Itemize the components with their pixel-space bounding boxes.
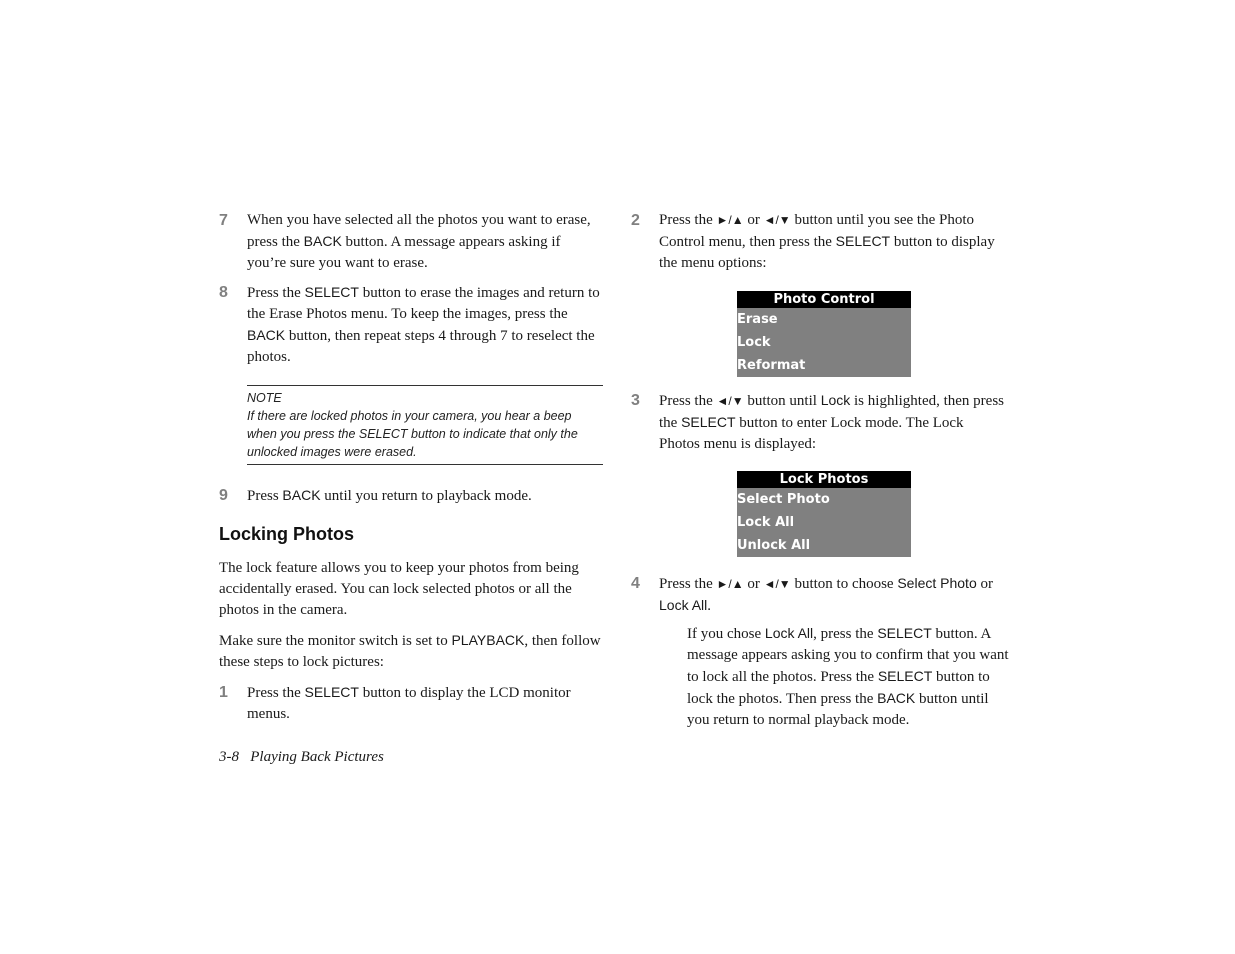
page-footer: 3-8 Playing Back Pictures (219, 749, 384, 765)
menu-item-lock-all: Lock All (737, 515, 795, 530)
button-name: SELECT (681, 414, 736, 430)
menu-item-select-photo: Select Photo (737, 492, 830, 507)
intro-paragraph: The lock feature allows you to keep your photos from being accidentally erased. You can lock selected photos or all the photos in the camera. (219, 560, 579, 618)
button-name: BACK (877, 690, 916, 706)
step-number: 4 (631, 575, 640, 592)
step-number: 8 (219, 284, 228, 301)
button-name: SELECT (877, 625, 932, 641)
step-number: 9 (219, 487, 228, 504)
step-text: Press the SELECT button to erase the images and return to the Erase Photos menu. To keep the images, press the BACK button, then repeat steps 4 through 7 to reselect the photos. (247, 284, 600, 365)
step-text: Press the ◄/▼ button until Lock is highlighted, then press the SELECT button to enter Lock mode. The Lock Photos menu is displayed: (659, 392, 1005, 452)
button-name: SELECT (304, 684, 359, 700)
left-down-arrow-icon: ◄/▼ (716, 394, 744, 408)
note-box (247, 385, 603, 465)
menu-title: Photo Control (737, 291, 911, 308)
left-down-arrow-icon: ◄/▼ (763, 213, 791, 227)
switch-setting: PLAYBACK (451, 632, 525, 648)
note-text: If there are locked photos in your camera, you hear a beep when you press the SELECT button to indicate that only the unlocked images were erased. (247, 409, 578, 459)
step-text: Press the ►/▲ or ◄/▼ button to choose Select Photo or Lock All. (659, 575, 993, 614)
lock-all-paragraph: If you chose Lock All, press the SELECT button. A message appears asking you to confirm that you want to lock all the photos. Press the SELECT button to lock the photos. Then press the BACK button until you return to normal playback mode. (687, 625, 1009, 728)
section-heading: Locking Photos (219, 524, 354, 544)
menu-option-name: Lock All (659, 597, 708, 613)
button-name: BACK (303, 233, 342, 249)
menu-title: Lock Photos (737, 471, 911, 488)
lock-photos-menu (737, 471, 911, 557)
photo-control-menu (737, 291, 911, 377)
step-number: 2 (631, 212, 640, 229)
menu-item-erase: Erase (737, 312, 778, 327)
button-name: SELECT (835, 233, 891, 249)
button-name: SELECT (304, 284, 359, 300)
button-name: BACK (247, 327, 286, 343)
step-text: Press BACK until you return to playback mode. (247, 487, 532, 504)
menu-option-name: Lock (820, 392, 851, 408)
setup-paragraph: Make sure the monitor switch is set to PLAYBACK, then follow these steps to lock pictures: (219, 632, 601, 670)
button-name: BACK (282, 487, 321, 503)
step-number: 1 (219, 684, 228, 701)
step-number: 3 (631, 392, 640, 409)
step-text: Press the SELECT button to display the LCD monitor menus. (247, 684, 571, 722)
menu-item-lock: Lock (737, 335, 771, 350)
step-text: When you have selected all the photos you want to erase, press the BACK button. A message appears asking if you’re sure you want to erase. (247, 212, 591, 271)
menu-option-name: Lock All (764, 625, 814, 641)
right-up-arrow-icon: ►/▲ (716, 577, 744, 591)
button-name: SELECT (877, 668, 933, 684)
menu-item-unlock-all: Unlock All (737, 538, 811, 553)
right-up-arrow-icon: ►/▲ (716, 213, 744, 227)
menu-item-reformat: Reformat (737, 358, 806, 373)
note-label: NOTE (247, 391, 282, 405)
left-down-arrow-icon: ◄/▼ (763, 577, 791, 591)
step-text: Press the ►/▲ or ◄/▼ button until you see the Photo Control menu, then press the SELECT button to display the menu options: (659, 212, 995, 271)
step-number: 7 (219, 212, 228, 229)
menu-option-name: Select Photo (897, 575, 977, 591)
